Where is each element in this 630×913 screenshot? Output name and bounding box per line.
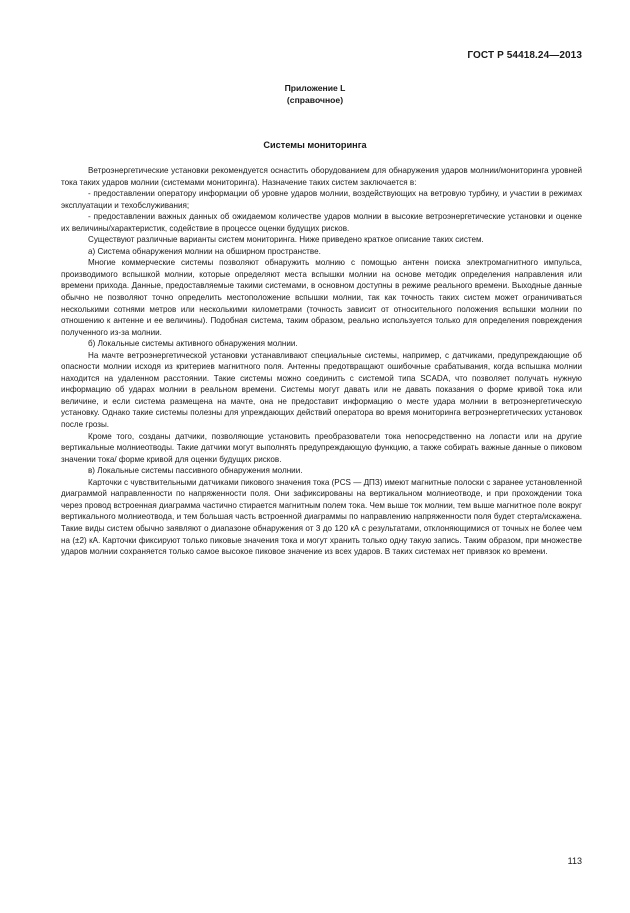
paragraph: На мачте ветроэнергетической установки устанавливают специальные системы, например, с датчиками, предупреждающие об опасности молнии исходя из критериев магнитного поля. Антенны предотвращают ошибочные срабатывания, когда вспышка молнии находится на удаленном расстоянии. Такие системы можно соединить с системой типа SCADA, что позволяет получать нужную информацию об ударах молнии в реальном времени. Системы могут давать или не давать показания о форме кривой тока или величине, и если система размещена на мачте, она не предоставит информацию о месте удара молнии в ветроэнергетическую установку. Однако такие системы полезны для упреждающих действий оператора во время мониторинга ветроэнергетических установок после грозы. [61, 350, 582, 430]
appendix-title: Приложение L [284, 83, 346, 93]
appendix-heading [0, 82, 630, 106]
paragraph: б) Локальные системы активного обнаружения молнии. [88, 339, 298, 349]
paragraph: Существуют различные варианты систем мониторинга. Ниже приведено краткое описание таких систем. [88, 235, 484, 245]
paragraph: Карточки с чувствительными датчиками пикового значения тока (PCS — ДПЗ) имеют магнитные полоски с заранее установленной диаграммой направленности по напряженности поля. Они зафиксированы на вертикальном молниеотводе, и при прохождении тока через провод встроенная диаграмма частично стирается магнитным полем тока. Чем выше ток молнии, тем выше магнитное поле вокруг вертикального молниеотвода, и тем большая часть встроенной диаграммы по направлению напряженности поля будет стерта/искажена. Такие виды систем обычно заявляют о диапазоне обнаружения от 3 до 120 кА с результатами, отклоняющимися от точных не более чем на (±2) кА. Карточки фиксируют только пиковые значения тока и могут хранить только одну такую запись. Таким образом, при множестве ударов молнии сохраняется только самое высокое пиковое значение из всех ударов. В таких системах нет привязок ко времени. [61, 477, 582, 557]
appendix-subtitle: (справочное) [286, 95, 344, 105]
page-number: 113 [567, 856, 582, 866]
standard-code: ГОСТ Р 54418.24—2013 [467, 50, 582, 61]
paragraph: - предоставлении важных данных об ожидаемом количестве ударов молнии в высокие ветроэнергетические установки и оценке их величины/характеристик, содействие в процессе оценки будущих рисков. [61, 212, 582, 233]
paragraph: Ветроэнергетические установки рекомендуется оснастить оборудованием для обнаружения ударов молнии/мониторинга уровней тока таких ударов молнии (системами мониторинга). Назначение таких систем заключается в: [61, 166, 582, 187]
body-text [61, 165, 582, 558]
section-title: Системы мониторинга [263, 140, 367, 150]
paragraph: в) Локальные системы пассивного обнаружения молнии. [88, 466, 303, 476]
paragraph: Кроме того, созданы датчики, позволяющие установить преобразователи тока непосредственно на лопасти или на другие вертикальные молниеотводы. Такие датчики могут выполнять предупреждающую функцию, а также собирать важные данные о пиковом значении тока/ форме кривой для оценки будущих рисков. [61, 431, 582, 464]
paragraph: а) Система обнаружения молнии на обширном пространстве. [88, 246, 321, 256]
paragraph: - предоставлении оператору информации об уровне ударов молнии, воздействующих на ветровую турбину, и участии в режимах эксплуатации и техобслуживания; [61, 189, 582, 210]
paragraph: Многие коммерческие системы позволяют обнаружить молнию с помощью антенн поиска электромагнитного импульса, производимого вспышкой молнии, которые определяют места вспышки молнии на основе методик определения направления или времени прихода. Данные, предоставляемые такими системами, в основном доступны в режиме реального времени. Выходные данные обычно не позволяют точно определить местоположение вспышки молнии, так как точность таких систем может ограничиваться несколькими сотнями метров или несколькими километрами (точность зависит от относительного положения вспышки молнии по отношению к антенне и ее величины). Подобная система, таким образом, реально используется только для определения повреждения полученного из-за молнии. [61, 258, 582, 337]
